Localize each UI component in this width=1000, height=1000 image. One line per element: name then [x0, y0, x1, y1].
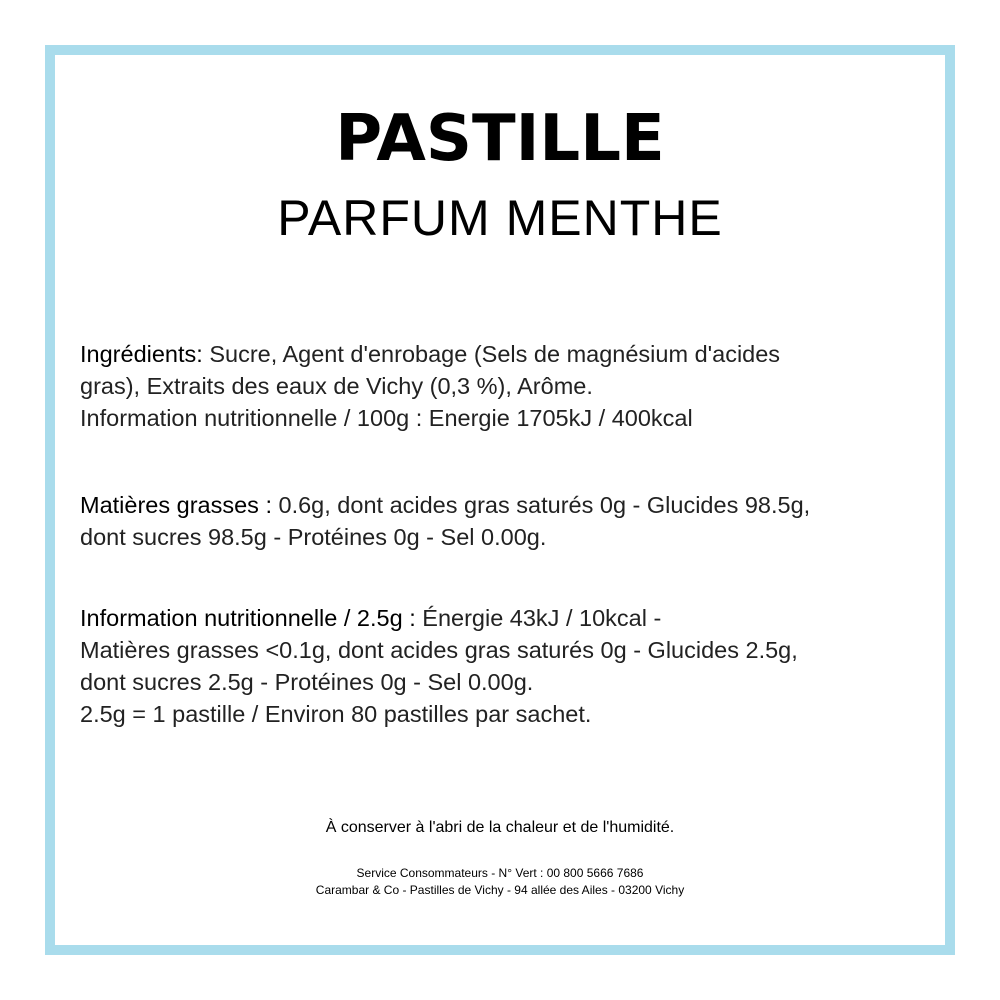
nutrition-2-5g-line-2: Matières grasses <0.1g, dont acides gras saturés 0g - Glucides 2.5g, [80, 637, 798, 663]
storage-instructions: À conserver à l'abri de la chaleur et de l'humidité. [325, 819, 675, 836]
fats-100g-block [80, 489, 930, 553]
nutrition-100g-energy: Information nutritionnelle / 100g : Energie 1705kJ / 400kcal [80, 405, 693, 431]
nutrition-2-5g-label: Information nutritionnelle / 2.5g : [80, 605, 416, 631]
service-phone-line: Service Consommateurs - N° Vert : 00 800 5666 7686 [356, 866, 644, 880]
fats-line-2: dont sucres 98.5g - Protéines 0g - Sel 0.00g. [80, 524, 547, 550]
consumer-service-info [55, 865, 945, 899]
ingredients-line-1 [80, 338, 930, 370]
ingredients-label: Ingrédients: [80, 341, 203, 367]
product-flavor: PARFUM MENTHE [277, 190, 723, 246]
ingredients-text: Sucre, Agent d'enrobage (Sels de magnésium d'acides [202, 341, 781, 367]
fats-line-1 [80, 489, 930, 521]
serving-info: 2.5g = 1 pastille / Environ 80 pastilles par sachet. [80, 701, 592, 727]
ingredients-block [80, 338, 930, 434]
nutrition-2-5g-line-1 [80, 602, 930, 634]
nutrition-2-5g-line-3: dont sucres 2.5g - Protéines 0g - Sel 0.00g. [80, 669, 534, 695]
company-address-line: Carambar & Co - Pastilles de Vichy - 94 allée des Ailes - 03200 Vichy [315, 883, 685, 897]
nutrition-2-5g-energy: Énergie 43kJ / 10kcal - [415, 605, 662, 631]
fats-text: 0.6g, dont acides gras saturés 0g - Glucides 98.5g, [271, 492, 811, 518]
ingredients-line-2: gras), Extraits des eaux de Vichy (0,3 %), Arôme. [80, 373, 593, 399]
label-frame [45, 45, 955, 955]
fats-label: Matières grasses : [80, 492, 272, 518]
product-title: PASTILLE [335, 102, 665, 176]
nutrition-2-5g-block [80, 602, 930, 730]
